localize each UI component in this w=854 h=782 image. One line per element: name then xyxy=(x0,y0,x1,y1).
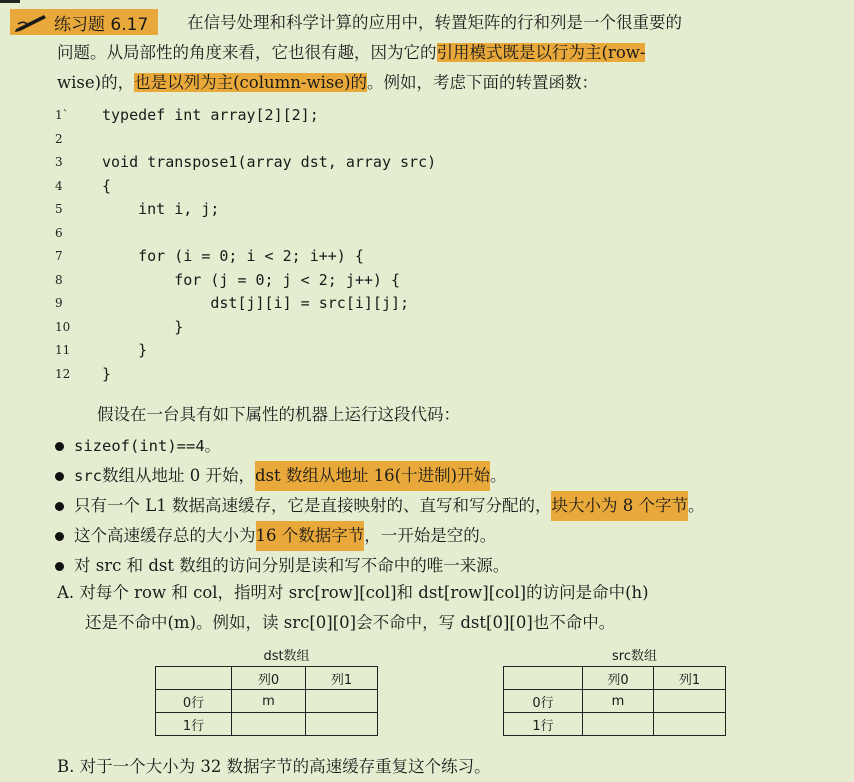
table-cell[interactable]: m xyxy=(583,690,654,713)
bullet-icon xyxy=(55,562,64,571)
code-text: typedef int array[2][2]; xyxy=(102,106,319,124)
intro-line-3 xyxy=(57,68,837,98)
line-number: 3 xyxy=(55,155,63,169)
line-number: 10 xyxy=(55,319,71,334)
question-b: B. 对于一个大小为 32 数据字节的高速缓存重复这个练习。 xyxy=(57,757,491,776)
bullet-highlight: 16 个数据字节 xyxy=(256,521,365,551)
column-header: 列0 xyxy=(232,667,306,690)
list-item xyxy=(55,461,704,491)
bullet-text: 只有一个 L1 数据高速缓存，它是直接映射的、直写和写分配的， xyxy=(74,496,552,515)
bullet-text: 这个高速缓存总的大小为 xyxy=(74,526,256,545)
code-text: { xyxy=(102,176,112,195)
code-text: int i, j; xyxy=(102,200,220,218)
question-a-line-2: 还是不命中(m)。例如，读 src[0][0]会不命中，写 dst[0][0]也不命中。 xyxy=(85,613,616,632)
code-line xyxy=(55,151,436,175)
src-grid xyxy=(503,666,726,736)
top-edge-fragment xyxy=(0,0,20,3)
list-item xyxy=(55,551,704,581)
code-block xyxy=(55,104,436,386)
bullet-icon xyxy=(55,502,64,511)
corner-cell xyxy=(504,667,583,690)
code-text: for (i = 0; i < 2; i++) { xyxy=(102,247,364,265)
line-number: 8 xyxy=(55,272,63,287)
bullet-tail: 。 xyxy=(687,496,705,515)
line-number: 2 xyxy=(55,131,63,146)
line-number: 11 xyxy=(55,343,71,357)
exercise-badge xyxy=(10,9,158,35)
table-cell[interactable]: m xyxy=(232,690,306,713)
table-cell[interactable] xyxy=(306,713,378,736)
bullet-text: 数组从地址 0 开始， xyxy=(102,466,255,485)
row-header: 0行 xyxy=(156,690,232,713)
table-caption: src数组 xyxy=(612,649,657,664)
bullet-icon xyxy=(55,442,64,451)
table-caption: dst数组 xyxy=(263,649,310,664)
corner-cell xyxy=(156,667,232,690)
list-item xyxy=(55,491,704,521)
code-line xyxy=(55,339,436,363)
line-number: 7 xyxy=(55,249,63,263)
column-header: 列1 xyxy=(654,667,726,690)
line-number: 5 xyxy=(55,202,63,216)
code-text: } xyxy=(102,364,112,383)
line-number: 12 xyxy=(55,366,71,381)
bullet-text: 对 src 和 dst 数组的访问分别是读和写不命中的唯一来源。 xyxy=(74,556,510,575)
bullet-highlight: 块大小为 8 个字节 xyxy=(551,491,688,521)
code-text: for (j = 0; j < 2; j++) { xyxy=(102,270,401,289)
table-cell[interactable] xyxy=(232,713,306,736)
code-line xyxy=(55,292,436,316)
code-text xyxy=(85,222,102,246)
code-line xyxy=(55,128,436,152)
intro-line-2 xyxy=(57,38,837,68)
question-a-line-1: A. 对每个 row 和 col，指明对 src[row][col]和 dst[row][col]的访问是命中(h) xyxy=(57,583,649,602)
dst-table xyxy=(155,648,378,736)
line-number: 4 xyxy=(55,178,63,193)
code-line xyxy=(55,198,436,222)
code-text: } xyxy=(102,341,148,359)
code-line xyxy=(55,269,436,293)
code-text: void transpose1(array dst, array src) xyxy=(102,153,437,171)
table-cell[interactable] xyxy=(306,690,378,713)
code-line xyxy=(55,222,436,246)
bullet-highlight: dst 数组从地址 16(十进制)开始 xyxy=(255,461,490,491)
table-cell[interactable] xyxy=(654,690,726,713)
intro-highlight-row-wise: 引用模式既是以行为主(row- xyxy=(436,43,646,62)
bullet-icon xyxy=(55,472,64,481)
code-text xyxy=(85,128,102,152)
assumption-list xyxy=(55,431,704,581)
code-line xyxy=(55,245,436,269)
line-number: 6 xyxy=(55,225,63,240)
question-a xyxy=(57,578,649,638)
list-item xyxy=(55,521,704,551)
table-cell[interactable] xyxy=(583,713,654,736)
code-line xyxy=(55,104,436,128)
intro-line-3-text: wise)的， xyxy=(57,73,135,92)
bullet-text: sizeof(int)==4。 xyxy=(74,437,221,455)
row-header: 1行 xyxy=(504,713,583,736)
exercise-label: 练习题 6.17 xyxy=(54,14,149,35)
line-number: 9 xyxy=(55,296,63,310)
exercise-header xyxy=(10,9,158,35)
code-line xyxy=(55,175,436,199)
intro-line-3-tail: 。例如，考虑下面的转置函数： xyxy=(367,73,599,92)
intro-line-1: 在信号处理和科学计算的应用中，转置矩阵的行和列是一个很重要的 xyxy=(187,13,682,32)
table-cell[interactable] xyxy=(654,713,726,736)
code-text: } xyxy=(102,317,184,336)
intro-line-2-text: 问题。从局部性的角度来看，它也很有趣，因为它的 xyxy=(57,43,437,62)
bullet-icon xyxy=(55,532,64,541)
bullet-tail: 。 xyxy=(490,466,507,485)
assumption-intro: 假设在一台具有如下属性的机器上运行这段代码： xyxy=(97,405,460,424)
row-header: 1行 xyxy=(156,713,232,736)
code-line xyxy=(55,363,436,387)
bullet-tail: ，一开始是空的。 xyxy=(364,526,497,545)
bullet-code: src xyxy=(74,467,102,485)
column-header: 列0 xyxy=(583,667,654,690)
pen-writing-icon xyxy=(14,12,48,32)
column-header: 列1 xyxy=(306,667,378,690)
row-header: 0行 xyxy=(504,690,583,713)
code-line xyxy=(55,316,436,340)
dst-grid xyxy=(155,666,378,736)
list-item xyxy=(55,431,704,461)
src-table xyxy=(503,648,726,736)
intro-highlight-column-wise: 也是以列为主(column-wise)的 xyxy=(134,73,368,92)
line-number: 1` xyxy=(55,108,69,122)
code-text: dst[j][i] = src[i][j]; xyxy=(102,294,410,312)
